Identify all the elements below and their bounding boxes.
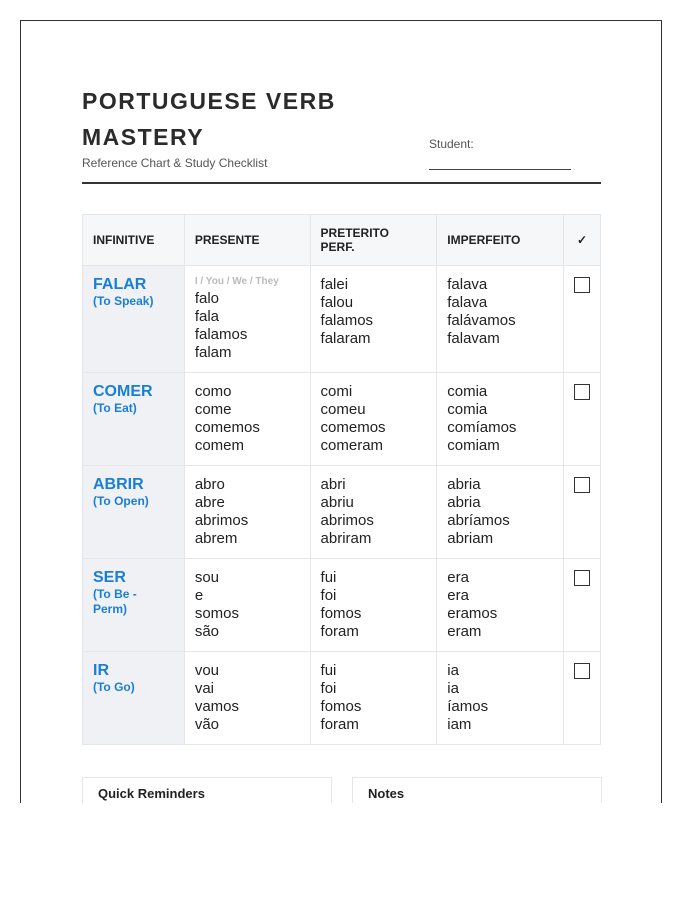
imperfeito-cell <box>437 466 564 559</box>
checkbox-cell <box>563 559 600 652</box>
panel-title: Quick Reminders <box>98 786 205 801</box>
conjugation: fui <box>320 662 337 679</box>
conjugation: comiam <box>447 437 500 454</box>
column-header: IMPERFEITO <box>437 215 564 266</box>
conjugation: eram <box>447 623 482 640</box>
checkbox-cell <box>563 373 600 466</box>
conjugation: abre <box>194 494 225 511</box>
conjugation: era <box>447 569 469 586</box>
conjugation: falamos <box>194 326 248 343</box>
column-header: INFINITIVE <box>83 215 185 266</box>
conjugation: abriu <box>320 494 354 511</box>
checkbox-cell <box>563 266 600 373</box>
notes-panel <box>352 777 602 803</box>
conjugation: foi <box>320 680 337 697</box>
conjugation: falaram <box>320 330 371 347</box>
conjugation: foi <box>320 587 337 604</box>
page-subtitle: Reference Chart & Study Checklist <box>82 156 268 170</box>
panel-title: Notes <box>368 786 405 801</box>
checkbox-cell <box>563 466 600 559</box>
verb-name: FALAR <box>93 276 147 293</box>
conjugation: abriam <box>447 530 494 547</box>
conjugation: iam <box>447 716 472 733</box>
study-checkbox[interactable] <box>574 477 590 493</box>
conjugation: abrimos <box>320 512 374 529</box>
column-header: ✓ <box>563 215 600 266</box>
student-name-field[interactable] <box>429 169 571 170</box>
conjugation: falávamos <box>447 312 516 329</box>
conjugation: comi <box>320 383 353 400</box>
conjugation: abrimos <box>194 512 249 529</box>
conjugation: abri <box>320 476 346 493</box>
infinitive-cell <box>83 373 185 466</box>
conjugation: vão <box>194 716 220 733</box>
table-row <box>83 373 601 466</box>
preterito-cell <box>310 559 437 652</box>
student-label: Student: <box>429 137 474 151</box>
conjugation: eramos <box>447 605 498 622</box>
imperfeito-cell <box>437 266 564 373</box>
conjugation: ia <box>447 662 459 679</box>
pronoun-hint: I / You / We / They <box>194 276 279 287</box>
conjugation: abria <box>447 476 481 493</box>
conjugation: foram <box>320 716 359 733</box>
verb-name: IR <box>93 662 109 679</box>
verb-translation: (To Be - Perm) <box>93 587 137 616</box>
verb-name: COMER <box>93 383 153 400</box>
presente-cell <box>184 466 310 559</box>
conjugation: falava <box>447 276 488 293</box>
conjugation: comeu <box>320 401 366 418</box>
conjugation: foram <box>320 623 359 640</box>
conjugation: falava <box>447 294 488 311</box>
conjugation: fomos <box>320 605 362 622</box>
presente-cell <box>184 373 310 466</box>
verb-name: ABRIR <box>93 476 144 493</box>
conjugation: comia <box>447 383 488 400</box>
conjugation: abria <box>447 494 481 511</box>
study-checkbox[interactable] <box>574 384 590 400</box>
preterito-cell <box>310 652 437 745</box>
conjugation: comemos <box>320 419 386 436</box>
presente-cell <box>184 652 310 745</box>
conjugation: vamos <box>194 698 240 715</box>
conjugation: são <box>194 623 220 640</box>
table-row <box>83 266 601 373</box>
conjugation: era <box>447 587 469 604</box>
conjugation: falei <box>320 276 349 293</box>
infinitive-cell <box>83 466 185 559</box>
presente-cell <box>184 266 310 373</box>
conjugation: fala <box>194 308 220 325</box>
conjugation: íamos <box>447 698 489 715</box>
conjugation: falo <box>194 290 220 307</box>
quick-reminders-panel <box>82 777 332 803</box>
conjugation: fomos <box>320 698 362 715</box>
infinitive-cell <box>83 559 185 652</box>
conjugation: vai <box>194 680 215 697</box>
imperfeito-cell <box>437 373 564 466</box>
preterito-cell <box>310 266 437 373</box>
conjugation: falam <box>194 344 232 361</box>
verb-translation: (To Speak) <box>93 294 154 308</box>
conjugation: como <box>194 383 232 400</box>
conjugation: falou <box>320 294 354 311</box>
table-row <box>83 559 601 652</box>
table-row <box>83 466 601 559</box>
conjugation: ia <box>447 680 459 697</box>
verb-translation: (To Open) <box>93 494 149 508</box>
preterito-cell <box>310 373 437 466</box>
study-checkbox[interactable] <box>574 277 590 293</box>
conjugation: vou <box>194 662 220 679</box>
conjugation: come <box>194 401 232 418</box>
infinitive-cell <box>83 652 185 745</box>
page-title: PORTUGUESE VERB MASTERY <box>82 88 336 150</box>
page <box>20 20 662 803</box>
verb-translation: (To Eat) <box>93 401 137 415</box>
column-header: PRETERITO PERF. <box>310 215 437 266</box>
conjugation: falamos <box>320 312 374 329</box>
conjugation: sou <box>194 569 220 586</box>
conjugation: comem <box>194 437 245 454</box>
checkbox-cell <box>563 652 600 745</box>
conjugation: fui <box>320 569 337 586</box>
study-checkbox[interactable] <box>574 663 590 679</box>
conjugation: somos <box>194 605 240 622</box>
conjugation: abriram <box>320 530 372 547</box>
header-divider <box>82 182 601 184</box>
conjugation: falavam <box>447 330 500 347</box>
conjugation: comíamos <box>447 419 517 436</box>
conjugation: e <box>194 587 204 604</box>
verb-table <box>82 214 601 745</box>
imperfeito-cell <box>437 559 564 652</box>
study-checkbox[interactable] <box>574 570 590 586</box>
verb-name: SER <box>93 569 126 586</box>
infinitive-cell <box>83 266 185 373</box>
verb-translation: (To Go) <box>93 680 135 694</box>
preterito-cell <box>310 466 437 559</box>
imperfeito-cell <box>437 652 564 745</box>
conjugation: comemos <box>194 419 260 436</box>
conjugation: abrem <box>194 530 238 547</box>
conjugation: comeram <box>320 437 384 454</box>
table-row <box>83 652 601 745</box>
conjugation: abríamos <box>447 512 510 529</box>
conjugation: comia <box>447 401 488 418</box>
presente-cell <box>184 559 310 652</box>
conjugation: abro <box>194 476 225 493</box>
column-header: PRESENTE <box>184 215 310 266</box>
